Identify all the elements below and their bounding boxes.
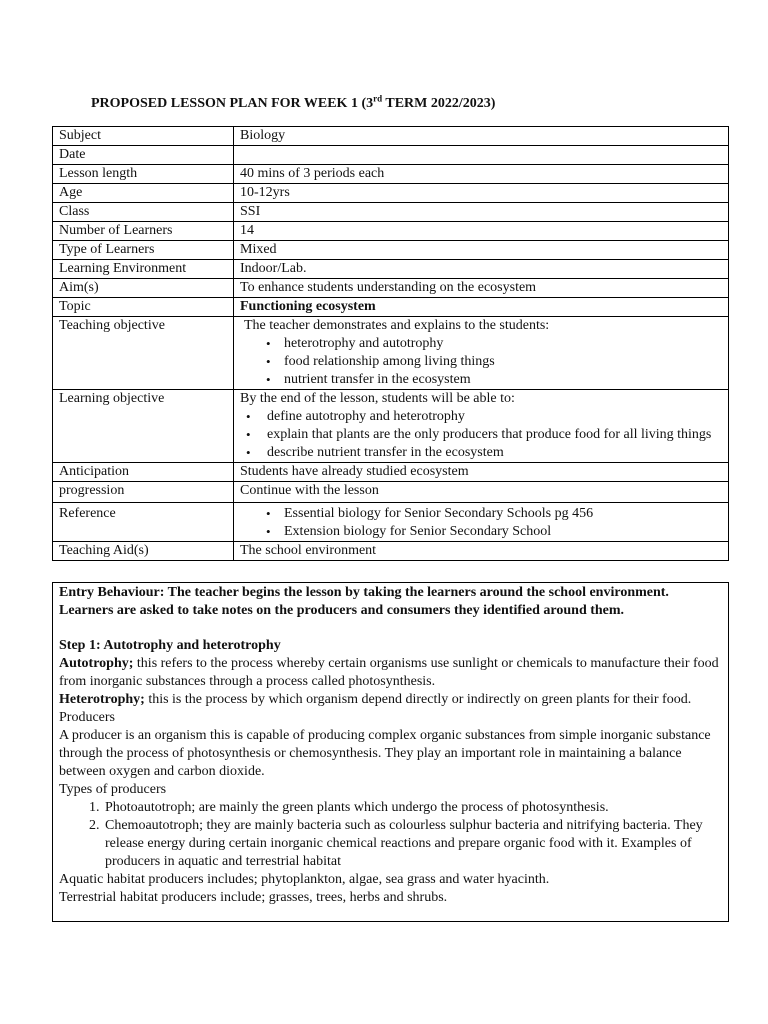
row-label: Age	[53, 184, 234, 203]
row-label: Date	[53, 146, 234, 165]
row-label: Learning objective	[53, 390, 234, 463]
row-label: Subject	[53, 127, 234, 146]
lesson-content-box	[52, 582, 729, 922]
list-item: • explain that plants are the only producers that produce food for all living things	[240, 426, 722, 444]
row-value: 10-12yrs	[234, 184, 729, 203]
row-value: 40 mins of 3 periods each	[234, 165, 729, 184]
learning-objective-list	[240, 408, 722, 462]
list-item: • heterotrophy and autotrophy	[240, 335, 722, 353]
row-value: Mixed	[234, 241, 729, 260]
row-value: Indoor/Lab.	[234, 260, 729, 279]
row-label: Type of Learners	[53, 241, 234, 260]
table-row-teaching-objective	[53, 317, 729, 390]
heterotrophy-term: Heterotrophy;	[59, 692, 145, 707]
table-row-lesson-length	[53, 165, 729, 184]
title-text-end: TERM 2022/2023)	[382, 96, 496, 111]
producers-paragraph: A producer is an organism this is capable of producing complex organic substances from simple inorganic substance through the process of photosynthesis or chemosynthesis. They play an important role in maintaining a balance between oxygen and carbon dioxide.	[59, 728, 711, 779]
row-label: Teaching Aid(s)	[53, 542, 234, 561]
row-value: The school environment	[234, 542, 729, 561]
row-value	[234, 390, 729, 463]
title-superscript: rd	[373, 93, 383, 104]
row-label: Reference	[53, 503, 234, 542]
producer-types-list	[59, 799, 722, 871]
table-row-topic	[53, 298, 729, 317]
list-item: 2. Chemoautotroph; they are mainly bacteria such as colourless sulphur bacteria and nitrifying bacteria. They release energy during certain inorganic chemical reactions and prepare organic food with it. Examples of producers in aquatic and terrestrial habitat	[103, 817, 722, 871]
table-row-date	[53, 146, 729, 165]
row-value: Functioning ecosystem	[234, 298, 729, 317]
lesson-details-table	[52, 126, 729, 561]
spacer	[59, 620, 722, 637]
list-item: • nutrient transfer in the ecosystem	[240, 371, 722, 389]
reference-list	[240, 505, 722, 541]
row-value: SSI	[234, 203, 729, 222]
row-value	[234, 317, 729, 390]
row-label: Class	[53, 203, 234, 222]
autotrophy-definition: this refers to the process whereby certain organisms use sunlight or chemicals to manufacture their food from inorganic substances through a process called photosynthesis.	[59, 656, 719, 689]
row-label: Anticipation	[53, 463, 234, 482]
table-row-teaching-aids	[53, 542, 729, 561]
list-item: • describe nutrient transfer in the ecosystem	[240, 444, 722, 462]
table-row-subject	[53, 127, 729, 146]
table-row-reference	[53, 503, 729, 542]
learning-objective-intro: By the end of the lesson, students will be able to:	[240, 391, 515, 406]
table-row-aims	[53, 279, 729, 298]
row-value	[234, 503, 729, 542]
autotrophy-term: Autotrophy;	[59, 656, 134, 671]
terrestrial-producers: Terrestrial habitat producers include; grasses, trees, herbs and shrubs.	[59, 890, 448, 905]
page-title	[91, 95, 495, 113]
table-row-learning-objective	[53, 390, 729, 463]
table-row-number-of-learners	[53, 222, 729, 241]
teaching-objective-list	[240, 335, 722, 389]
types-heading: Types of producers	[59, 782, 167, 797]
autotrophy-paragraph	[59, 655, 722, 691]
table-row-age	[53, 184, 729, 203]
title-text: PROPOSED LESSON PLAN FOR WEEK 1 (3	[91, 96, 374, 111]
row-label: progression	[53, 482, 234, 503]
table-row-progression	[53, 482, 729, 503]
row-value	[234, 146, 729, 165]
row-value: Continue with the lesson	[234, 482, 729, 503]
row-value: 14	[234, 222, 729, 241]
heterotrophy-definition: this is the process by which organism depend directly or indirectly on green plants for their food.	[144, 692, 692, 707]
table-row-anticipation	[53, 463, 729, 482]
row-label: Topic	[53, 298, 234, 317]
row-label: Lesson length	[53, 165, 234, 184]
row-value: Biology	[234, 127, 729, 146]
heterotrophy-paragraph	[59, 691, 722, 709]
aquatic-producers: Aquatic habitat producers includes; phytoplankton, algae, sea grass and water hyacinth.	[59, 872, 550, 887]
producers-heading: Producers	[59, 710, 115, 725]
list-item: • food relationship among living things	[240, 353, 722, 371]
row-value: To enhance students understanding on the ecosystem	[234, 279, 729, 298]
row-label: Teaching objective	[53, 317, 234, 390]
row-label: Aim(s)	[53, 279, 234, 298]
row-value: Students have already studied ecosystem	[234, 463, 729, 482]
table-row-learning-environment	[53, 260, 729, 279]
table-row-type-of-learners	[53, 241, 729, 260]
table-row-class	[53, 203, 729, 222]
list-item: • Extension biology for Senior Secondary School	[240, 523, 722, 541]
teaching-objective-intro: The teacher demonstrates and explains to the students:	[244, 318, 550, 333]
step1-heading: Step 1: Autotrophy and heterotrophy	[59, 638, 281, 653]
list-item: 1. Photoautotroph; are mainly the green plants which undergo the process of photosynthesis.	[103, 799, 722, 817]
row-label: Learning Environment	[53, 260, 234, 279]
list-item: • Essential biology for Senior Secondary Schools pg 456	[240, 505, 722, 523]
list-item: • define autotrophy and heterotrophy	[240, 408, 722, 426]
row-label: Number of Learners	[53, 222, 234, 241]
entry-behaviour: Entry Behaviour: The teacher begins the lesson by taking the learners around the school environment. Learners are asked to take notes on the producers and consumers they identified around them.	[59, 585, 669, 618]
